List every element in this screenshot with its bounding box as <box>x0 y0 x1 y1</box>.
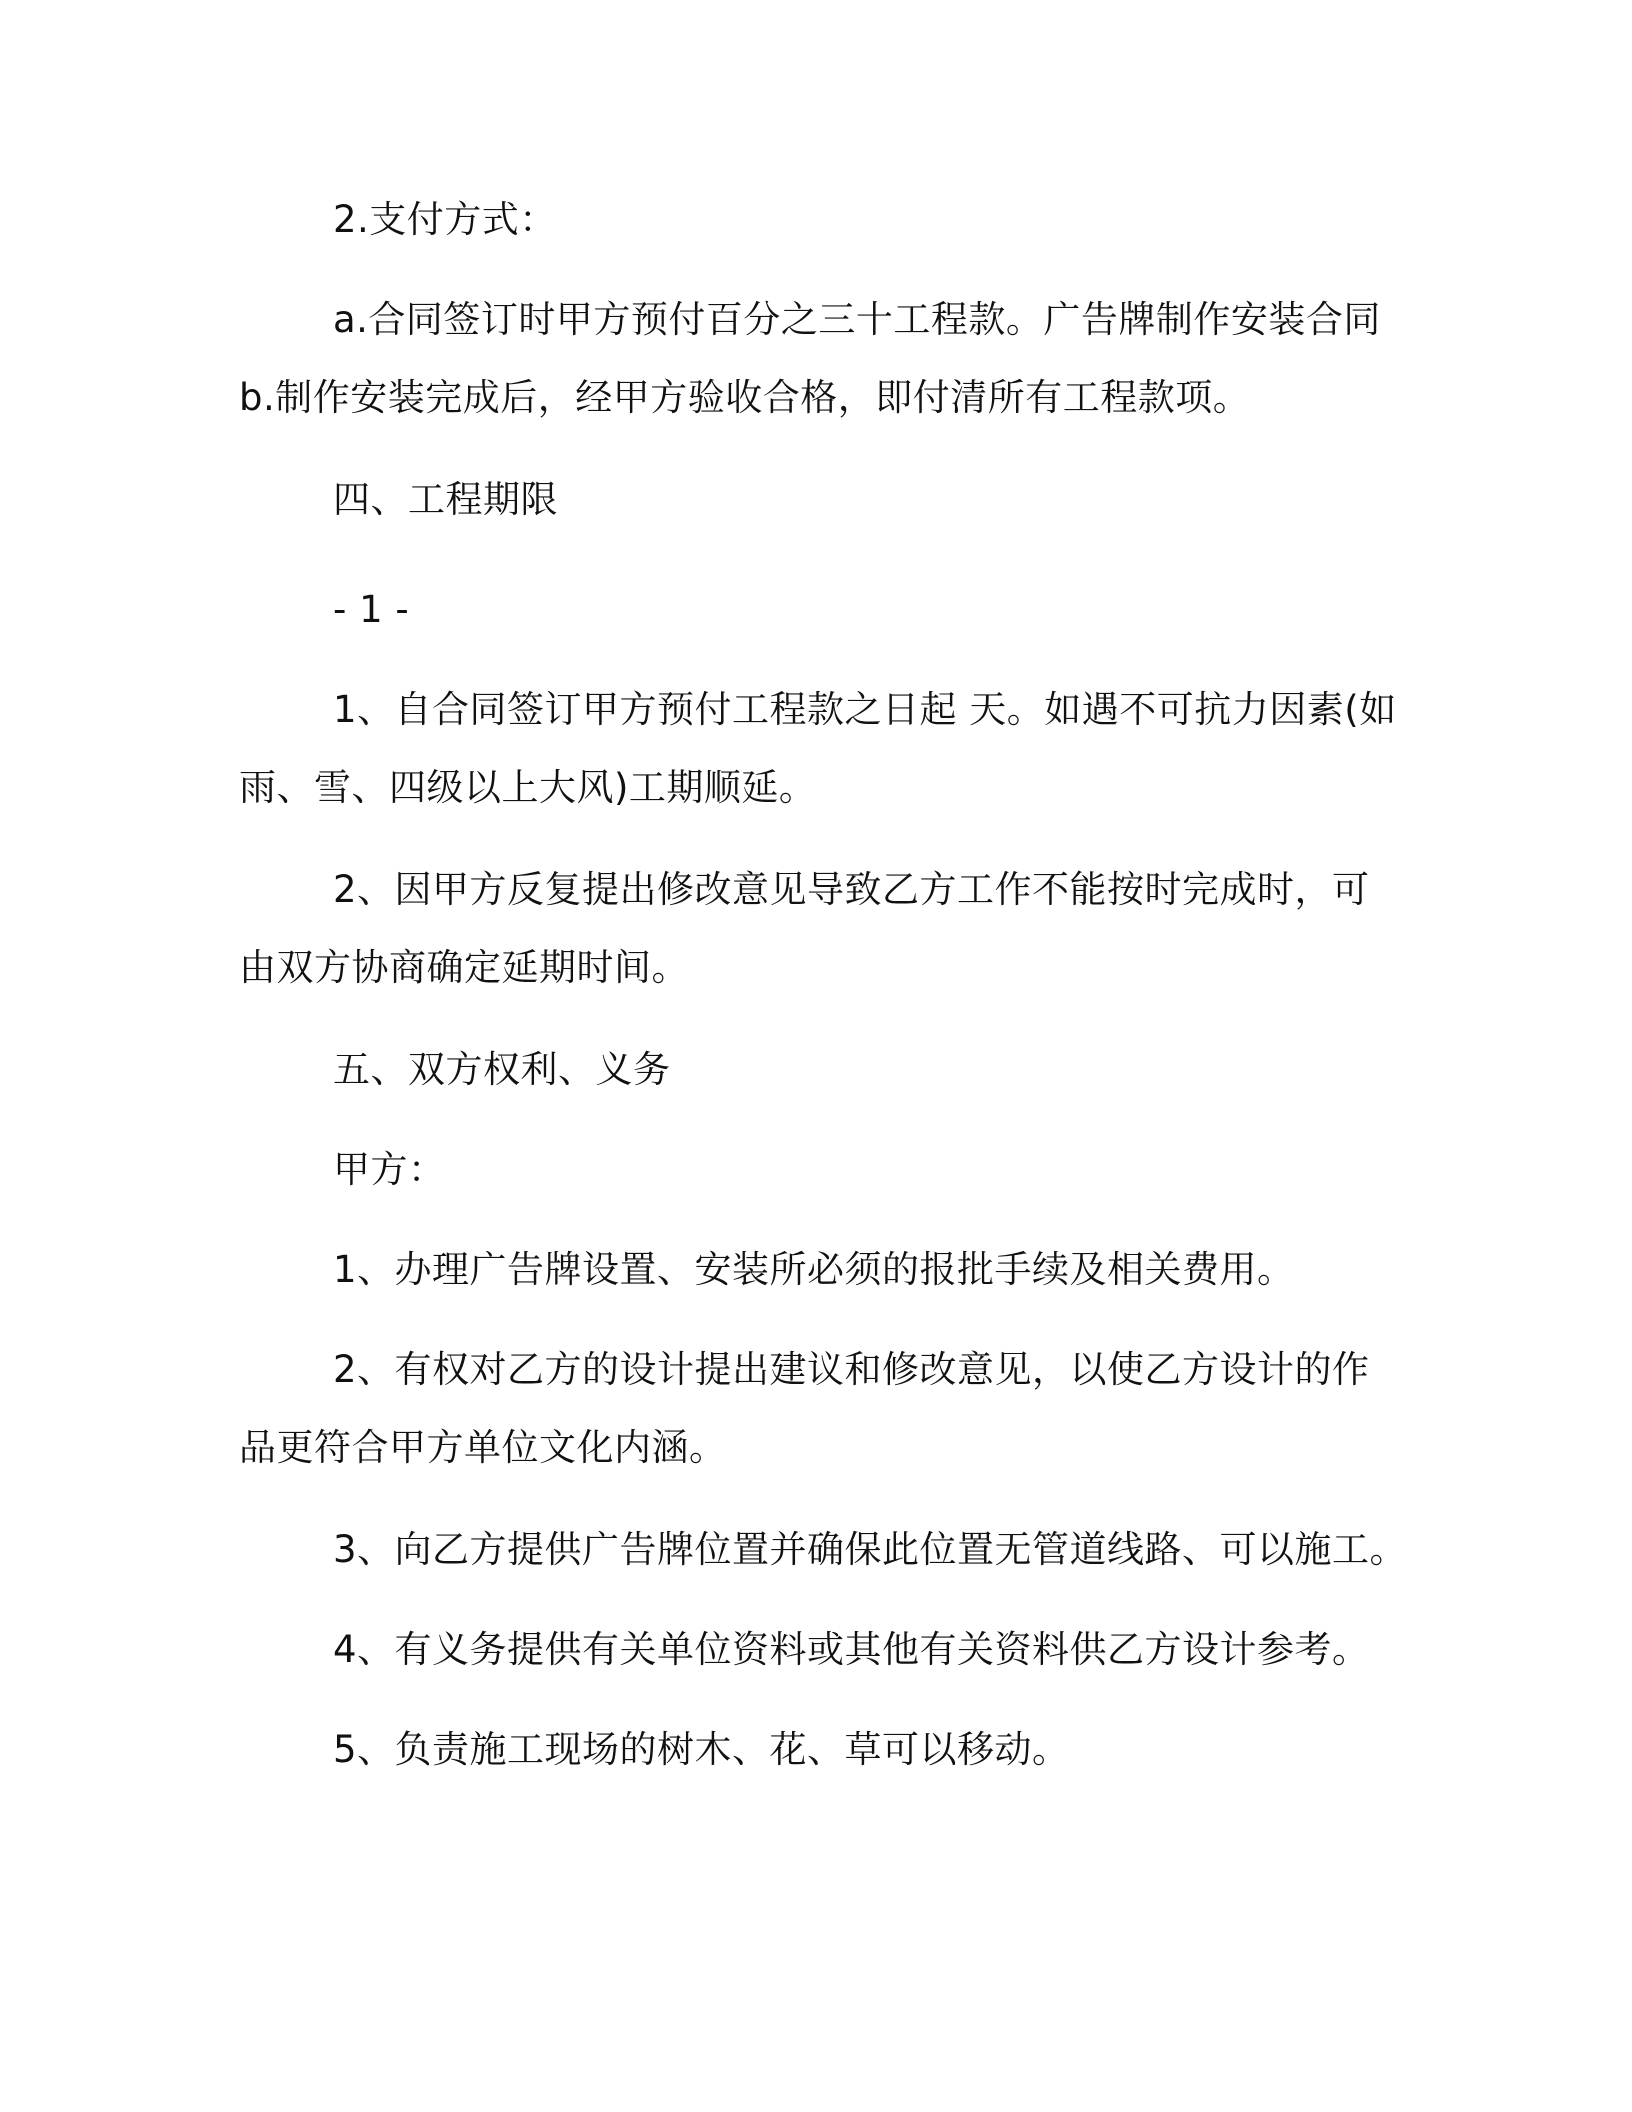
term-clause-1-line-2: 雨、雪、四级以上大风)工期顺延。 <box>239 766 817 809</box>
section-five-heading: 五、双方权利、义务 <box>333 1048 671 1091</box>
party-a-item-2-line-1: 2、有权对乙方的设计提出建议和修改意见，以使乙方设计的作 <box>333 1348 1370 1391</box>
term-clause-2-line-1: 2、因甲方反复提出修改意见导致乙方工作不能按时完成时，可 <box>333 868 1370 911</box>
party-a-item-4: 4、有义务提供有关单位资料或其他有关资料供乙方设计参考。 <box>333 1628 1370 1671</box>
payment-method-heading: 2.支付方式： <box>333 198 557 241</box>
payment-clause-b: b.制作安装完成后，经甲方验收合格，即付清所有工程款项。 <box>239 376 1251 419</box>
party-a-item-5: 5、负责施工现场的树木、花、草可以移动。 <box>333 1728 1070 1771</box>
section-four-heading: 四、工程期限 <box>333 478 558 521</box>
page-number: - 1 - <box>333 588 410 631</box>
party-a-item-2-line-2: 品更符合甲方单位文化内涵。 <box>239 1426 727 1469</box>
party-a-heading: 甲方： <box>333 1148 446 1191</box>
party-a-item-3: 3、向乙方提供广告牌位置并确保此位置无管道线路、可以施工。 <box>333 1528 1408 1571</box>
payment-clause-a: a.合同签订时甲方预付百分之三十工程款。广告牌制作安装合同 <box>333 298 1381 341</box>
term-clause-1-line-1: 1、自合同签订甲方预付工程款之日起 天。如遇不可抗力因素(如 <box>333 688 1397 731</box>
party-a-item-1: 1、办理广告牌设置、安装所必须的报批手续及相关费用。 <box>333 1248 1295 1291</box>
term-clause-2-line-2: 由双方协商确定延期时间。 <box>239 946 689 989</box>
